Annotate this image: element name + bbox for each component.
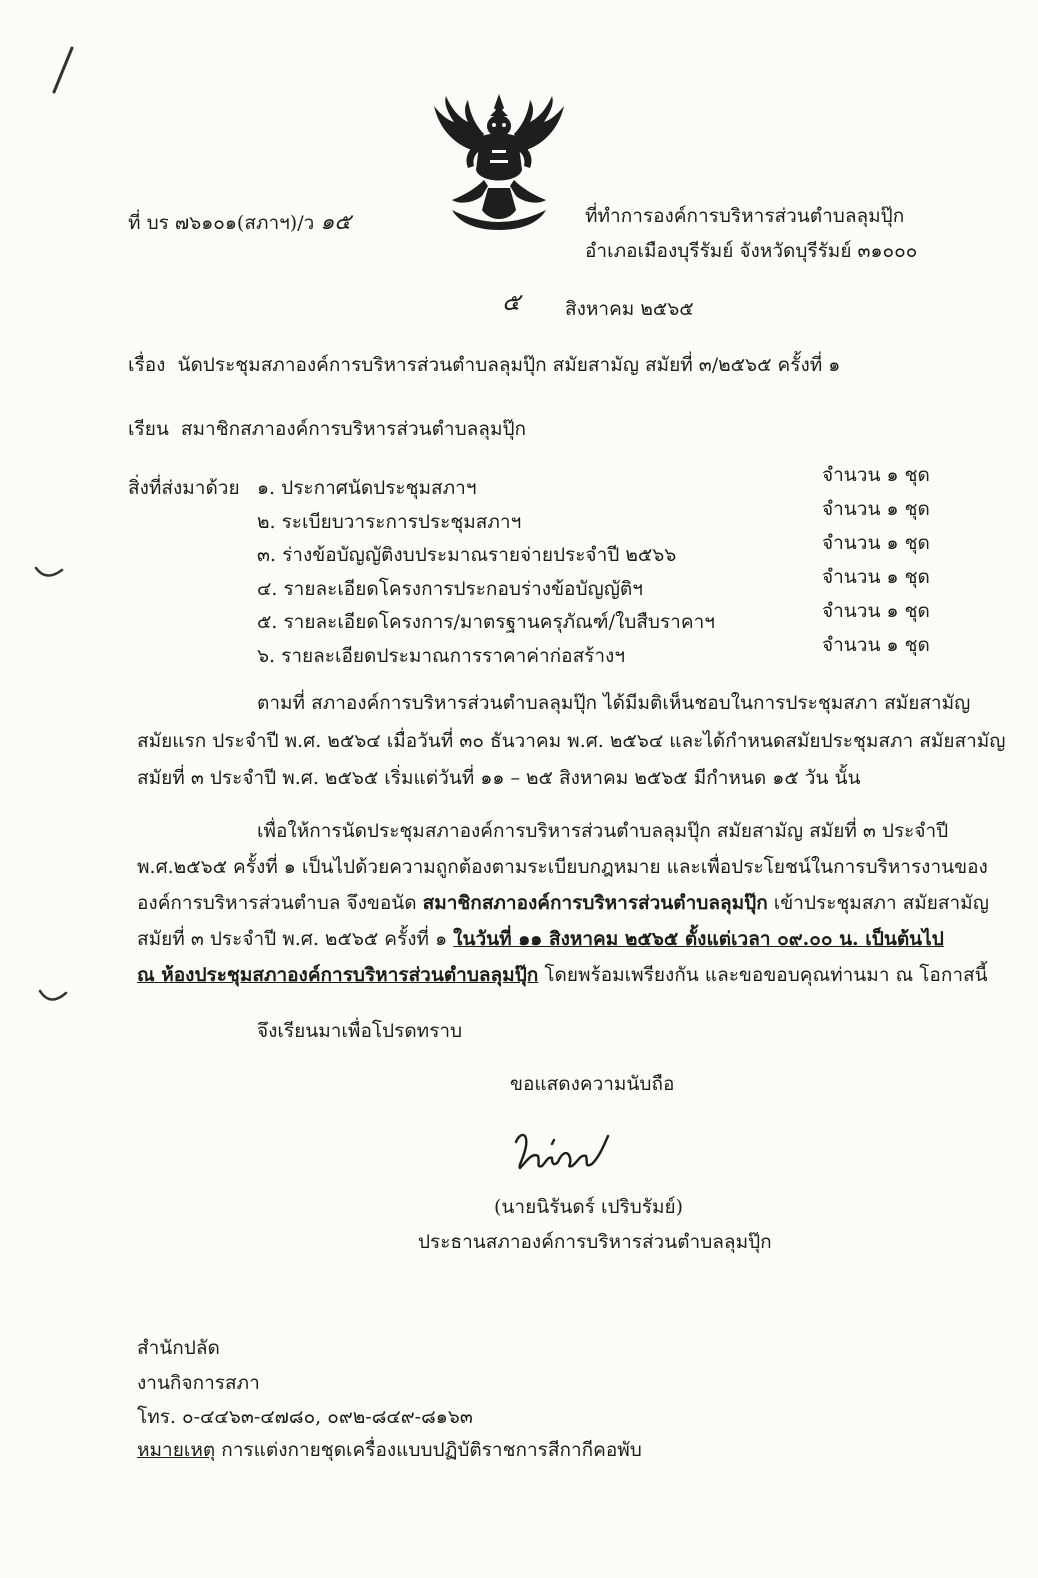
note-label: หมายเหตุ (137, 1439, 216, 1461)
meeting-venue: ณ ห้องประชุมสภาองค์การบริหารส่วนตำบลลุมปุ๊ก (137, 964, 539, 986)
signatory-name: (นายนิรันดร์ เปริบรัมย์) (494, 1196, 684, 1218)
enclosure-item: ๑. ประกาศนัดประชุมสภาฯ (257, 477, 477, 499)
handwritten-ref-number: ๑๕ (320, 210, 351, 235)
recipient-line (128, 420, 526, 439)
enclosure-item: ๒. ระเบียบวาระการประชุมสภาฯ (257, 511, 522, 533)
regards-text: ขอแสดงความนับถือ (510, 1073, 675, 1095)
reference-number: ที่ บร ๗๖๑๐๑(สภาฯ)/ว ๑๕ (128, 210, 351, 235)
body-paragraph1-line: ตามที่ สภาองค์การบริหารส่วนตำบลลุมปุ๊ก ได้มีมติเห็นชอบในการประชุมสภา สมัยสามัญ (257, 692, 971, 714)
enclosure-qty: จำนวน ๑ ชุด (822, 464, 930, 486)
body-paragraph2-line: องค์การบริหารส่วนตำบล จึงขอนัด สมาชิกสภาองค์การบริหารส่วนตำบลลุมปุ๊ก เข้าประชุมสภา สมัยสามัญ (137, 892, 989, 914)
footer-phone: โทร. ๐-๔๔๖๓-๔๗๘๐, ๐๙๒-๘๔๙-๘๑๖๓ (137, 1406, 473, 1428)
body-paragraph1-line: สมัยแรก ประจำปี พ.ศ. ๒๕๖๔ เมื่อวันที่ ๓๐ ธันวาคม พ.ศ. ๒๕๖๔ และได้กำหนดสมัยประชุมสภา สมัยสามัญ (137, 730, 1006, 752)
bold-attendees: สมาชิกสภาองค์การบริหารส่วนตำบลลุมปุ๊ก (422, 892, 768, 914)
garuda-emblem (428, 92, 570, 232)
recipient-text: สมาชิกสภาองค์การบริหารส่วนตำบลลุมปุ๊ก (180, 418, 527, 440)
pen-tick-mark (30, 560, 70, 590)
subject-line (128, 356, 840, 375)
enclosure-qty: จำนวน ๑ ชุด (822, 498, 930, 520)
subject-text: นัดประชุมสภาองค์การบริหารส่วนตำบลลุมปุ๊ก สมัยสามัญ สมัยที่ ๓/๒๕๖๕ ครั้งที่ ๑ (177, 354, 841, 376)
handwritten-signature (508, 1122, 618, 1182)
footer-note (137, 1441, 642, 1460)
date-day-handwritten: ๕ (502, 288, 521, 316)
pen-tick-mark (34, 985, 74, 1015)
footer-department: สำนักปลัด (137, 1337, 220, 1359)
body-paragraph1-line: สมัยที่ ๓ ประจำปี พ.ศ. ๒๕๖๕ เริ่มแต่วันที่ ๑๑ – ๒๕ สิงหาคม ๒๕๖๕ มีกำหนด ๑๕ วัน นั้น (137, 767, 861, 789)
body-paragraph2-line: ณ ห้องประชุมสภาองค์การบริหารส่วนตำบลลุมปุ๊ก โดยพร้อมเพรียงกัน และขอขอบคุณท่านมา ณ โอกาสนี้ (137, 964, 988, 986)
enclosure-item: ๓. ร่างข้อบัญญัติงบประมาณรายจ่ายประจำปี ๒๕๖๖ (257, 544, 677, 566)
signatory-position: ประธานสภาองค์การบริหารส่วนตำบลลุมปุ๊ก (418, 1231, 772, 1253)
pen-slash-mark (40, 40, 90, 100)
body-paragraph2-line: พ.ศ.๒๕๖๕ ครั้งที่ ๑ เป็นไปด้วยความถูกต้องตามระเบียบกฎหมาย และเพื่อประโยชน์ในการบริหารงานของ (137, 856, 988, 878)
body-paragraph2-line: สมัยที่ ๓ ประจำปี พ.ศ. ๒๕๖๕ ครั้งที่ ๑ ในวันที่ ๑๑ สิงหาคม ๒๕๖๕ ตั้งแต่เวลา ๐๙.๐๐ น. เป็นต้นไป (137, 928, 944, 950)
enclosure-qty: จำนวน ๑ ชุด (822, 600, 930, 622)
note-text: การแต่งกายชุดเครื่องแบบปฏิบัติราชการสีกากีคอพับ (215, 1439, 642, 1461)
body-paragraph2-line: เพื่อให้การนัดประชุมสภาองค์การบริหารส่วนตำบลลุมปุ๊ก สมัยสามัญ สมัยที่ ๓ ประจำปี (257, 820, 949, 842)
office-address-line1: ที่ทำการองค์การบริหารส่วนตำบลลุมปุ๊ก (585, 205, 905, 227)
enclosure-item: ๔. รายละเอียดโครงการประกอบร่างข้อบัญญัติฯ (257, 578, 643, 600)
enclosure-qty: จำนวน ๑ ชุด (822, 532, 930, 554)
enclosures-label: สิ่งที่ส่งมาด้วย (128, 477, 240, 499)
footer-unit: งานกิจการสภา (137, 1372, 260, 1394)
enclosure-item: ๖. รายละเอียดประมาณการราคาค่าก่อสร้างฯ (257, 645, 626, 667)
enclosure-qty: จำนวน ๑ ชุด (822, 634, 930, 656)
enclosure-qty: จำนวน ๑ ชุด (822, 566, 930, 588)
date-month-year: สิงหาคม ๒๕๖๕ (565, 298, 694, 320)
enclosure-item: ๕. รายละเอียดโครงการ/มาตรฐานครุภัณฑ์/ใบสืบราคาฯ (257, 611, 715, 633)
subject-label: เรื่อง (128, 354, 166, 376)
meeting-date-time: ในวันที่ ๑๑ สิงหาคม ๒๕๖๕ ตั้งแต่เวลา ๐๙.๐๐ น. เป็นต้นไป (453, 928, 944, 950)
office-address-line2: อำเภอเมืองบุรีรัมย์ จังหวัดบุรีรัมย์ ๓๑๐๐๐ (585, 240, 918, 262)
recipient-label: เรียน (128, 418, 169, 440)
closing-line: จึงเรียนมาเพื่อโปรดทราบ (257, 1020, 463, 1042)
